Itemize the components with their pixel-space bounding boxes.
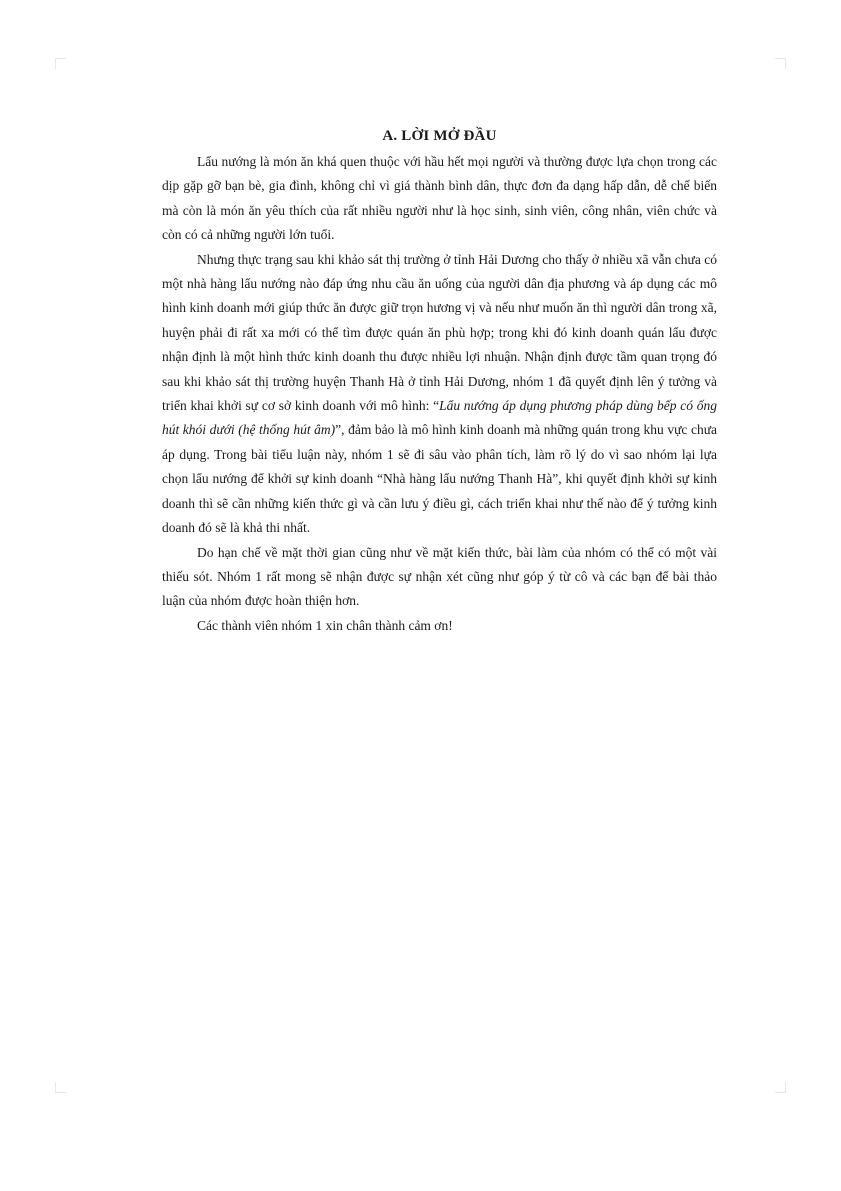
- document-body: [162, 126, 717, 638]
- paragraph-intro: [162, 150, 717, 248]
- paragraph-thanks: [162, 614, 717, 638]
- section-title: A. LỜI MỞ ĐẦU: [382, 128, 497, 144]
- crop-mark-top-right: [775, 58, 786, 69]
- paragraph-market-survey: [162, 248, 717, 541]
- crop-mark-bottom-left: [55, 1082, 66, 1093]
- crop-mark-top-left: [55, 58, 66, 69]
- paragraph-text: Các thành viên nhóm 1 xin chân thành cảm ơn!: [197, 617, 453, 633]
- paragraph-limitations: [162, 541, 717, 614]
- paragraph-text: Do hạn chế về mặt thời gian cũng như về mặt kiến thức, bài làm của nhóm có thể có một vài thiếu sót. Nhóm 1 rất mong sẽ nhận được sự nhận xét cũng như góp ý từ cô và các bạn để bài thảo luận của nhóm được hoàn thiện hơn.: [162, 544, 717, 609]
- paragraph-text: ”, đảm bảo là mô hình kinh doanh mà những quán trong khu vực chưa áp dụng. Trong bài tiểu luận này, nhóm 1 sẽ đi sâu vào phân tích, làm rõ lý do vì sao nhóm lại lựa chọn lẩu nướng để khởi sự kinh doanh “Nhà hàng lẩu nướng Thanh Hà”, khi quyết định khởi sự kinh doanh thì sẽ cần những kiến thức gì và cần lưu ý điều gì, cách triển khai như thế nào để ý tưởng kinh doanh đó sẽ là khả thi nhất.: [162, 422, 718, 536]
- paragraph-text: Nhưng thực trạng sau khi khảo sát thị trường ở tỉnh Hải Dương cho thấy ở nhiều xã vẫn chưa có một nhà hàng lẩu nướng nào đáp ứng nhu cầu ăn uống của người dân địa phương và áp dụng các mô hình kinh doanh mới giúp thức ăn được giữ trọn hương vị và nếu như muốn ăn thì người dân trong xã, huyện phải đi rất xa mới có thể tìm được quán ăn phù hợp; trong khi đó kinh doanh quán lẩu được nhận định là một hình thức kinh doanh thu được nhiều lợi nhuận. Nhận định được tầm quan trọng đó sau khi khảo sát thị trường huyện Thanh Hà ở tỉnh Hải Dương, nhóm 1 đã quyết định lên ý tưởng và triển khai khởi sự cơ sở kinh doanh với mô hình: “: [162, 251, 717, 414]
- paragraph-text: Lẩu nướng là món ăn khá quen thuộc với hầu hết mọi người và thường được lựa chọn trong các dịp gặp gỡ bạn bè, gia đình, không chỉ vì giá thành bình dân, thực đơn đa dạng hấp dẫn, dễ chế biến mà còn là món ăn yêu thích của rất nhiều người như là học sinh, sinh viên, công nhân, viên chức và còn có cả những người lớn tuổi.: [162, 154, 717, 243]
- crop-mark-bottom-right: [775, 1082, 786, 1093]
- business-model-quote: Lẩu nướng áp dụng phương pháp dùng bếp có ống hút khói dưới (hệ thống hút âm): [162, 398, 717, 438]
